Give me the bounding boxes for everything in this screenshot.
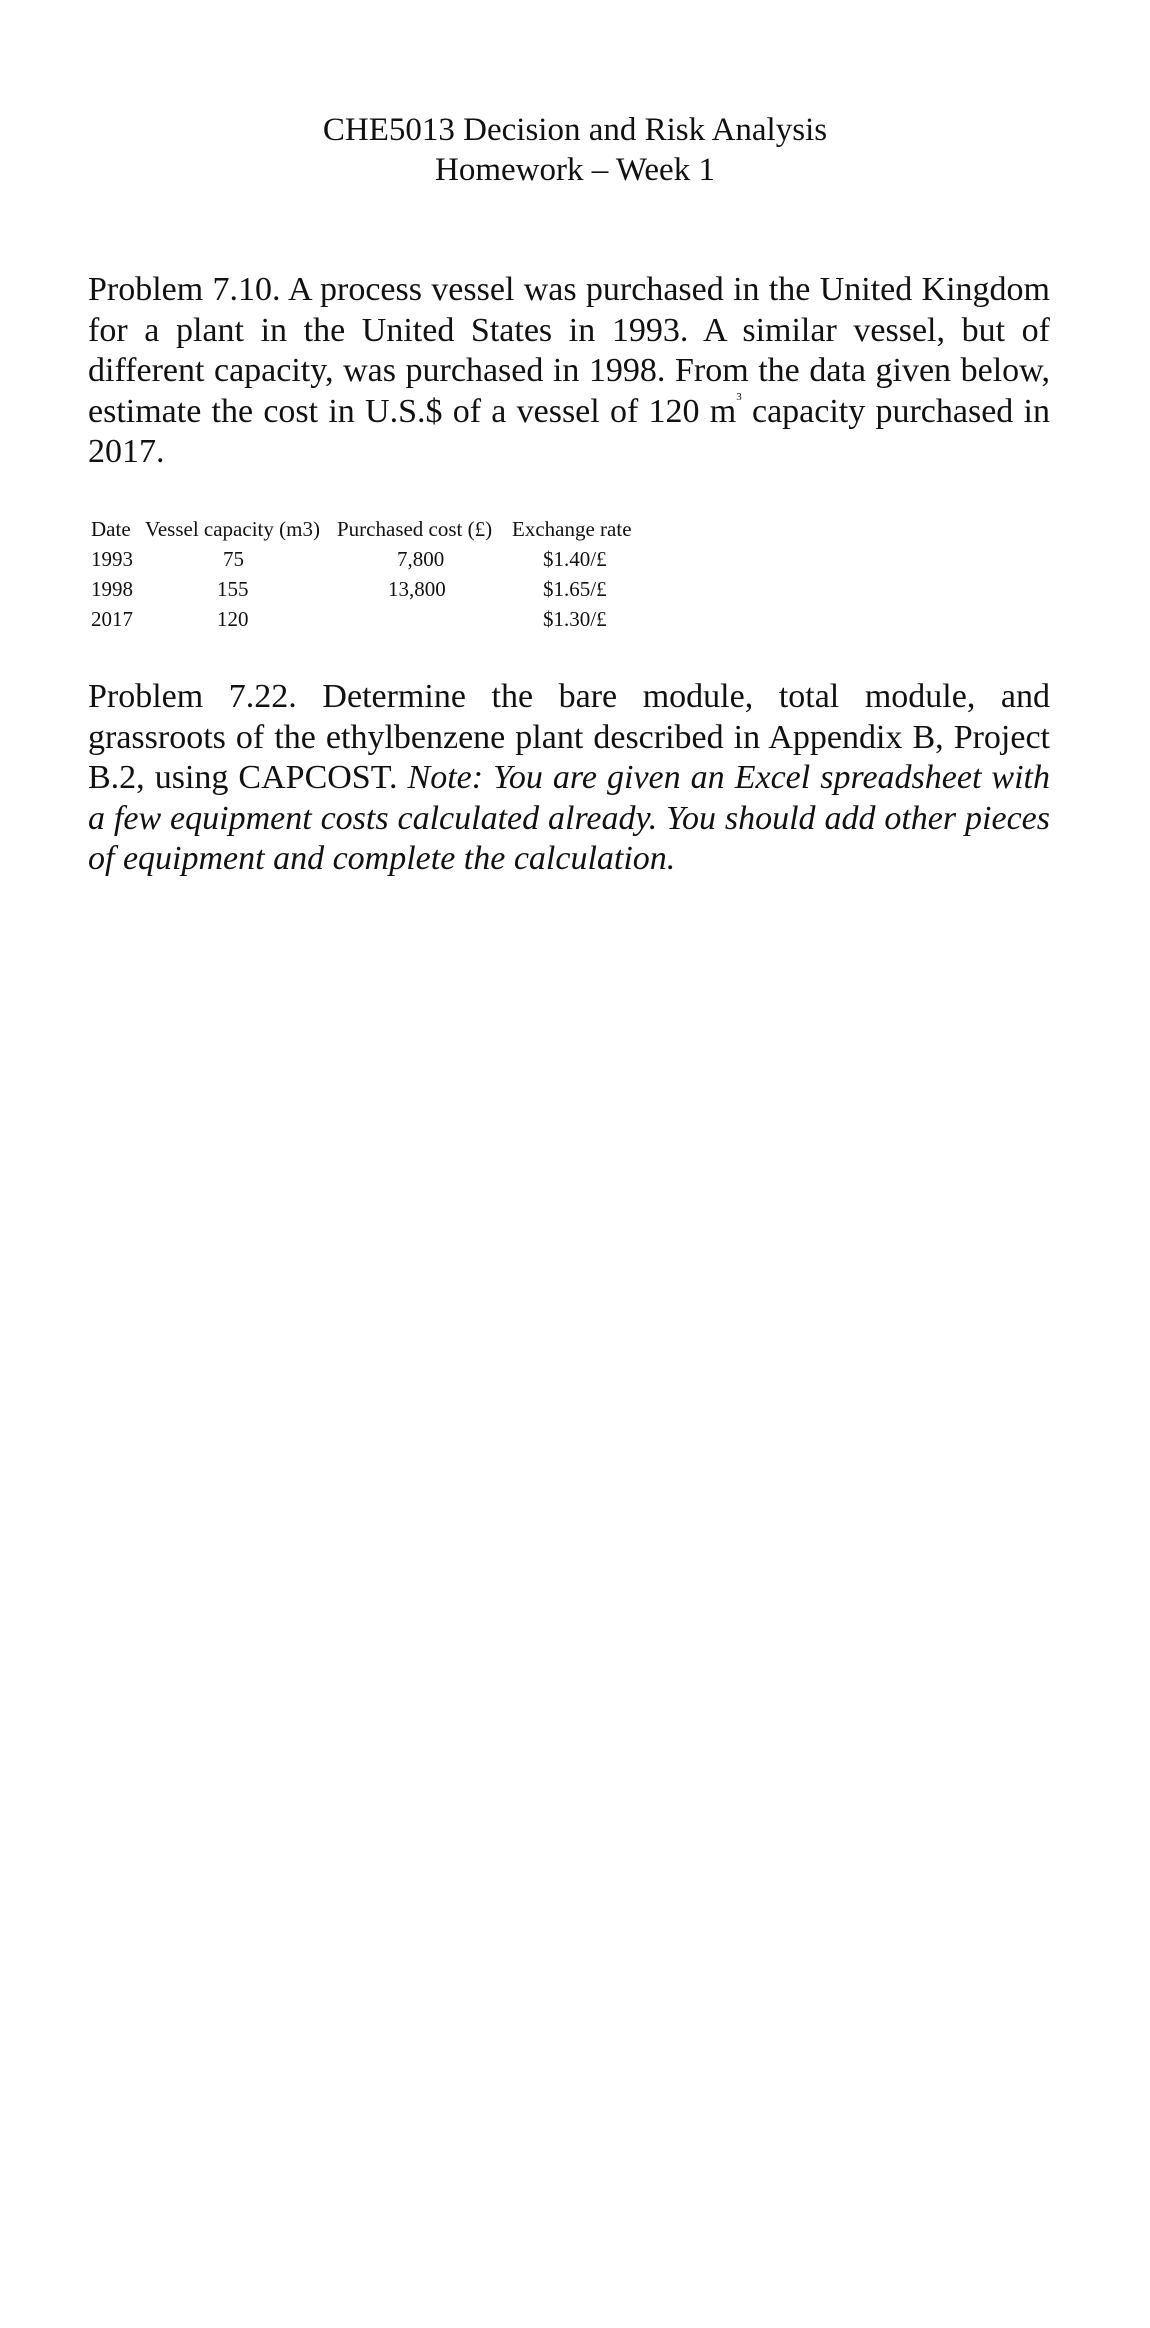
- problem-7-10: [88, 270, 1050, 473]
- problem-note: Note: You are given an Excel spreadsheet with a few equipment costs calculated already. You should add other pieces of equipment and complete the calculation.: [88, 759, 1051, 877]
- problem-text: Determine the bare module, total module, and grassroots of the ethylbenzene plant described in Appendix B, Project B.2, using CAPCOST.: [88, 678, 1051, 796]
- homework-subtitle: Homework – Week 1: [435, 152, 715, 188]
- superscript: 3: [736, 390, 742, 403]
- header-cost: Purchased cost (£): [337, 517, 493, 541]
- header-exchange: Exchange rate: [512, 517, 632, 541]
- cell-exchange: $1.65/£: [543, 577, 607, 601]
- cell-date: 1993: [91, 547, 133, 571]
- problem-text-end: capacity purchased in 2017.: [88, 392, 1050, 470]
- cell-exchange: $1.30/£: [543, 607, 607, 631]
- problem-text: A process vessel was purchased in the United Kingdom for a plant in the United States in 1993. A similar vessel, but of different capacity, was purchased in 1998. From the data given below, estimate the cost in U.S.$ of a vessel of 120 m: [88, 271, 1051, 430]
- cell-date: 1998: [91, 577, 133, 601]
- header-capacity: Vessel capacity (m3): [145, 517, 320, 541]
- cell-capacity: 120: [217, 607, 249, 631]
- cell-cost: 13,800: [388, 577, 446, 601]
- problem-label: Problem 7.22.: [88, 678, 297, 715]
- problem-7-22: [88, 677, 1050, 880]
- problem-label: Problem 7.10.: [88, 271, 281, 308]
- cell-date: 2017: [91, 607, 133, 631]
- cell-capacity: 75: [223, 547, 244, 571]
- cell-exchange: $1.40/£: [543, 547, 607, 571]
- header-date: Date: [91, 517, 131, 541]
- course-title: CHE5013 Decision and Risk Analysis: [322, 112, 828, 148]
- cell-cost: 7,800: [397, 547, 445, 571]
- cell-capacity: 155: [217, 577, 249, 601]
